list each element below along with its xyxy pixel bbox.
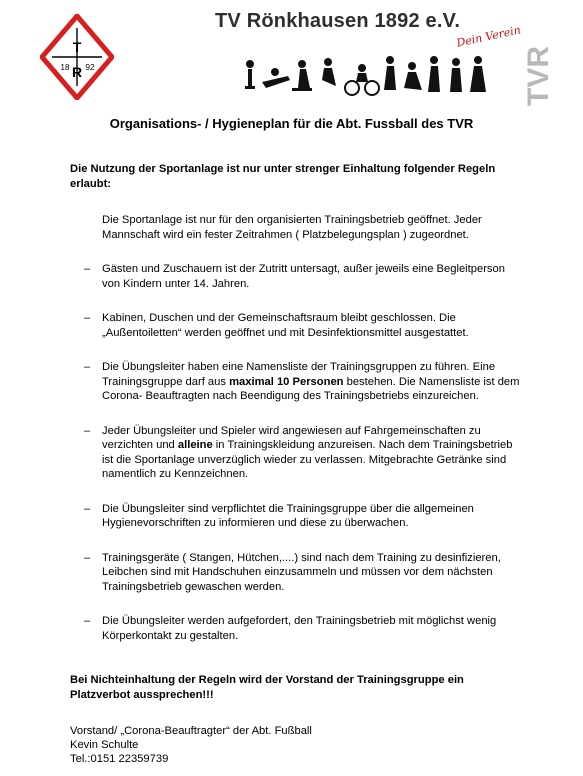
logo-letter-top: T	[72, 39, 82, 55]
logo-letter-bottom: R	[71, 64, 83, 80]
rule-text: bestehen. Die Namensliste ist dem Corona- Beauftragten nach Beendigung des Trainingsbetriebs einzureichen.	[102, 375, 520, 402]
rule-item	[70, 311, 522, 340]
rule-emphasis: maximal 10 Personen	[229, 375, 344, 388]
rule-dash: –	[84, 502, 91, 515]
rule-dash: –	[84, 424, 91, 437]
rule-text: Trainingsgeräte ( Stangen, Hütchen,....) sind nach dem Training zu desinfizieren, Leibchen sind mit Handschuhen einzusammeln und müssen vor dem nächsten Trainingsbetrieb gewaschen werden.	[102, 551, 501, 593]
document-body	[70, 162, 522, 766]
club-name: TV Rönkhausen 1892 e.V.	[215, 10, 461, 32]
rule-item	[70, 614, 522, 643]
rule-item	[70, 551, 522, 595]
tvr-side-text: TVR	[522, 46, 555, 106]
contact-role: Vorstand/ „Corona-Beauftragter“ der Abt. Fußball	[70, 725, 312, 737]
rule-item	[70, 360, 522, 404]
rule-dash: –	[84, 551, 91, 564]
rule-text: in Trainingskleidung anzureisen. Nach dem Trainingsbetrieb ist die Sportanlage unverzüglich wieder zu verlassen. Mitgebrachte Getränke sind namentlich zu Kennzeichnen.	[102, 439, 513, 480]
rule-text: Gästen und Zuschauern ist der Zutritt untersagt, außer jeweils eine Begleitperson von Kindern unter 14. Jahren.	[102, 263, 505, 290]
club-logo	[40, 14, 114, 100]
rule-item	[70, 502, 522, 531]
rule-dash: –	[84, 615, 91, 627]
club-signature: Dein Verein	[455, 23, 522, 50]
rule-text: Die Übungsleiter sind verpflichtet die Trainingsgruppe über die allgemeinen Hygienevorschriften zu informieren und diese zu überwachen.	[102, 502, 474, 529]
rule-item	[70, 262, 522, 291]
rule-text: Jeder Übungsleiter und Spieler wird angewiesen auf Fahrgemeinschaften zu verzichten und	[102, 424, 481, 451]
contact-name: Kevin Schulte	[70, 739, 139, 751]
logo-year-left: 18	[60, 63, 70, 72]
athletes-silhouettes-icon	[240, 50, 500, 100]
rules-list	[70, 213, 522, 643]
rule-dash: –	[84, 361, 91, 373]
contact-phone: Tel.:0151 22359739	[70, 753, 169, 765]
rule-emphasis: alleine	[177, 439, 213, 451]
rule-text: Die Übungsleiter haben eine Namensliste der Trainingsgruppen zu führen. Eine Trainingsgruppe darf aus	[102, 361, 496, 388]
tvr-side-logo	[518, 14, 558, 110]
page-title: Organisations- / Hygieneplan für die Abt. Fussball des TVR	[109, 116, 474, 131]
rule-text: Die Sportanlage ist nur für den organisierten Trainingsbetrieb geöffnet. Jeder Mannschaft wird ein fester Zeitrahmen ( Platzbelegungsplan ) zugeordnet.	[102, 214, 482, 241]
rule-item	[70, 213, 522, 242]
logo-year-right: 92	[85, 63, 95, 72]
contact-block	[70, 724, 522, 766]
rule-dash: –	[84, 263, 91, 275]
rule-text: Die Übungsleiter werden aufgefordert, den Trainingsbetrieb mit möglichst wenig Körperkontakt zu gestalten.	[102, 615, 497, 642]
closing-warning: Bei Nichteinhaltung der Regeln wird der Vorstand der Trainingsgruppe ein Platzverbot aussprechen!!!	[70, 674, 464, 701]
rule-dash: –	[84, 312, 91, 324]
rule-text: Kabinen, Duschen und der Gemeinschaftsraum bleibt geschlossen. Die „Außentoiletten“ werden geöffnet und mit Desinfektionsmittel ausgestattet.	[102, 312, 469, 339]
intro-text: Die Nutzung der Sportanlage ist nur unter strenger Einhaltung folgender Regeln erlaubt:	[70, 163, 496, 190]
rule-item	[70, 424, 522, 482]
